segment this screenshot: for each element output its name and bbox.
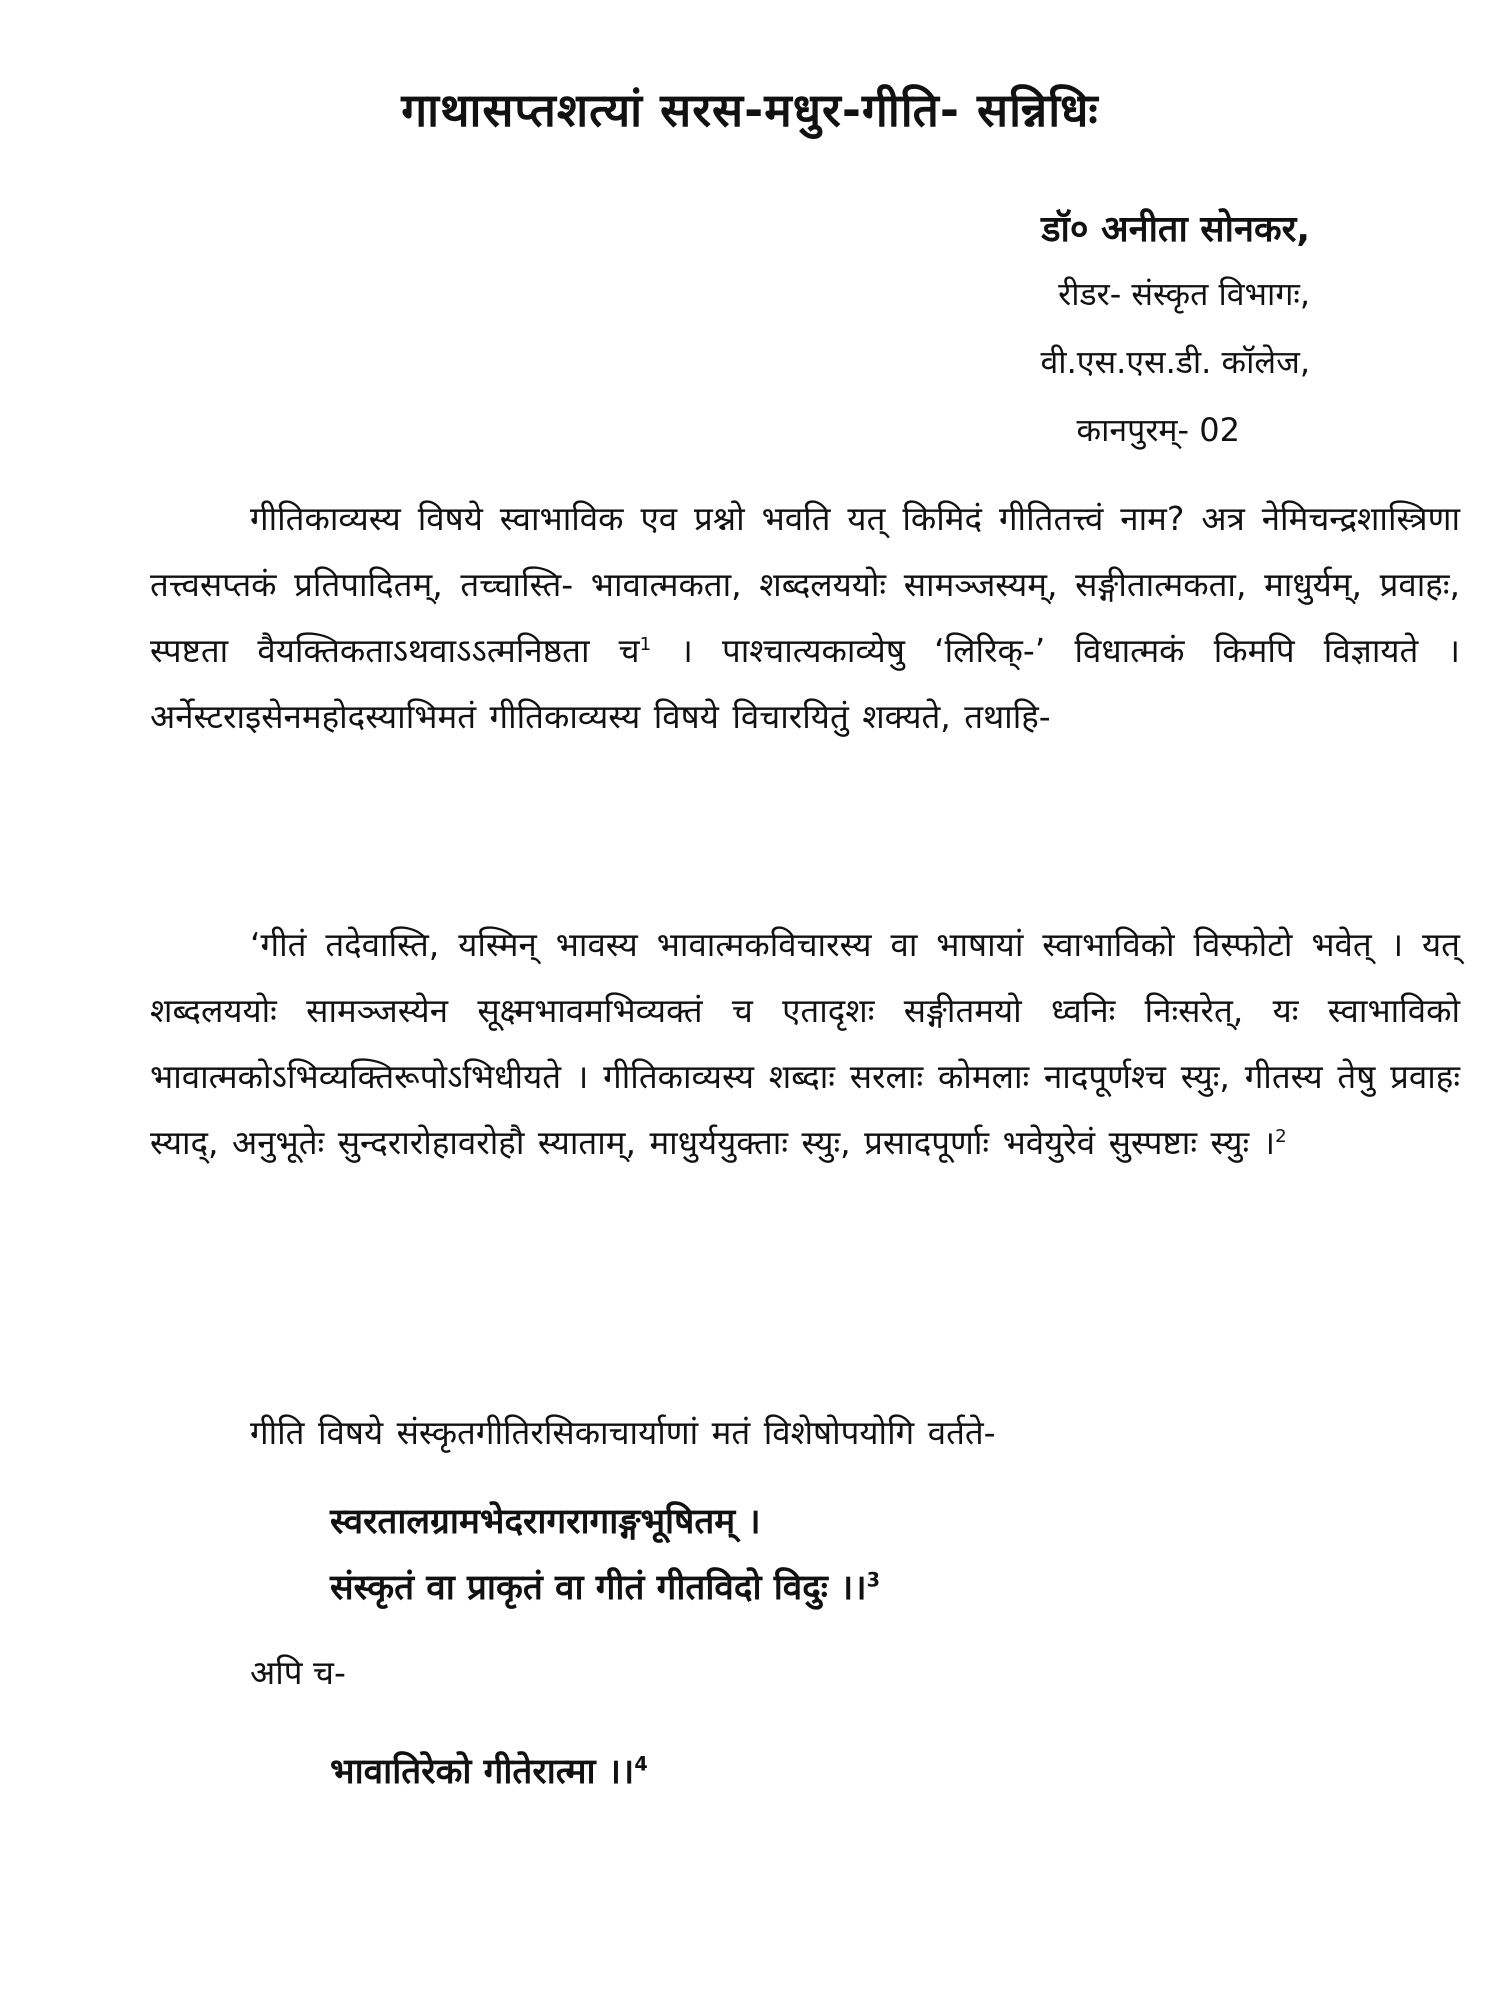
verse-2-text: भावातिरेको गीतेरात्मा ।। [330,1752,635,1792]
author-block [1041,200,1310,464]
paragraph-2 [150,912,1460,1176]
author-college: वी.एस.एस.डी. कॉलेज, [1040,343,1310,381]
verse-1-line-2 [330,1556,880,1620]
paragraph-1 [150,486,1460,750]
paragraph-2-text: ‘गीतं तदेवास्ति, यस्मिन् भावस्य भावात्मकविचारस्य वा भाषायां स्वाभाविको विस्फोटो भवेत् । यत् शब्दलययोः सामञ्जस्येन सूक्ष्मभावमभिव्यक्तं च एतादृशः सङ्गीतमयो ध्वनिः निःसरेत्, यः स्वाभाविको भावात्मकोऽभिव्यक्तिरूपोऽभिधीयते । गीतिकाव्यस्य शब्दाः सरलाः कोमलाः नादपूर्णश्च स्युः, गीतस्य तेषु प्रवाहः स्याद्, अनुभूतेः सुन्दरारोहावरोहौ स्याताम्, माधुर्ययुक्ताः स्युः, प्रसादपूर्णाः भवेयुरेवं सुस्पष्टाः स्युः । [150,925,1460,1162]
paragraph-1-text-after: । पाश्चात्यकाव्येषु ‘लिरिक्-’ विधात्मकं किमपि विज्ञायते । अर्नेस्टराइसेनमहोदस्याभिमतं गीतिकाव्यस्य विषये विचारयितुं शक्यते, तथाहि- [150,631,1460,736]
footnote-marker-4: 4 [634,1752,648,1776]
paragraph-3-text: गीति विषये संस्कृतगीतिरसिकाचार्याणां मतं विशेषोपयोगि वर्तते- [250,1413,996,1452]
page-title: गाथासप्तशत्यां सरस-मधुर-गीति- सन्निधिः [401,83,1099,137]
verse-1-line-2-text: संस्कृतं वा प्राकृतं वा गीतं गीतविदो विदुः ।। [330,1568,867,1608]
author-city: कानपुरम्- 02 [1076,411,1240,449]
paragraph-3 [150,1400,1460,1466]
footnote-marker-1: 1 [639,634,652,655]
paragraph-1-text: गीतिकाव्यस्य विषये स्वाभाविक एव प्रश्नो भवति यत् किमिदं गीतितत्त्वं नाम? अत्र नेमिचन्द्रशास्त्रिणा तत्त्वसप्तकं प्रतिपादितम्, तच्चास्ति- भावात्मकता, शब्दलययोः सामञ्जस्यम्, सङ्गीतात्मकता, माधुर्यम्, प्रवाहः, स्पष्टता वैयक्तिकताऽथवाऽऽत्मनिष्ठता च [150,499,1460,670]
verse-2 [330,1740,648,1804]
author-name: डॉ० अनीता सोनकर, [1041,209,1310,250]
footnote-marker-3: 3 [866,1568,880,1592]
author-designation: रीडर- संस्कृत विभागः, [1058,275,1310,313]
verse-1-line-1: स्वरतालग्रामभेदरागरागाङ्गभूषितम् । [330,1502,761,1542]
api-ca-text: अपि च- [250,1653,346,1692]
footnote-marker-2: 2 [1275,1126,1287,1147]
